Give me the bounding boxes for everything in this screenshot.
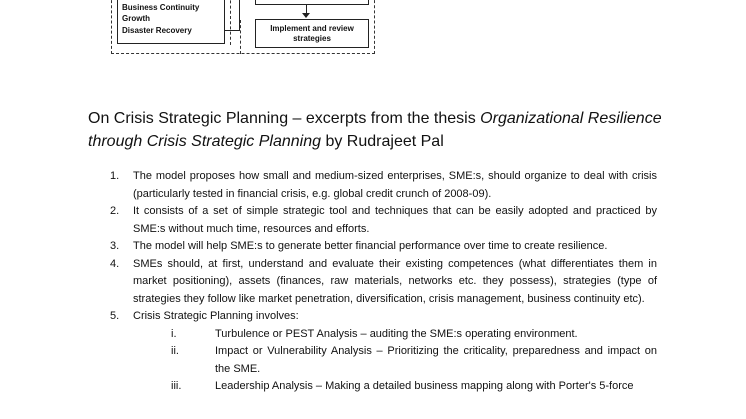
sub-list-text: Impact or Vulnerability Analysis – Prioritizing the criticality, preparedness and impact on the SME. <box>215 345 657 375</box>
strategy-type-label: Business Continuity <box>122 2 200 12</box>
sub-list-text: Leadership Analysis – Making a detailed business mapping along with Porter's 5-force <box>215 380 634 392</box>
list-number: 4. <box>110 257 120 270</box>
list-text: The model will help SME:s to generate better financial performance over time to create resilience. <box>133 240 608 252</box>
sub-list-number: iii. <box>171 380 182 392</box>
sub-list-number: ii. <box>171 345 179 357</box>
strategy-type-label: Disaster Recovery <box>122 25 192 35</box>
list-item <box>0 308 657 326</box>
list-text: Crisis Strategic Planning involves: <box>133 310 299 322</box>
list-item <box>0 238 657 256</box>
numbered-list <box>0 168 746 396</box>
list-number: 3. <box>110 240 120 252</box>
upper-step-box <box>255 0 369 5</box>
implement-review-box <box>255 19 369 48</box>
connector-line-vertical <box>239 0 240 31</box>
dashed-divider-right <box>240 20 241 54</box>
section-heading <box>88 107 688 153</box>
list-number: 2. <box>110 205 120 217</box>
strategy-types-box <box>117 0 225 44</box>
heading-author: by Rudrajeet Pal <box>321 133 444 150</box>
flow-arrow-down-icon <box>302 13 310 18</box>
list-number: 5. <box>110 310 120 322</box>
list-item <box>0 256 657 309</box>
list-item <box>0 203 657 238</box>
list-text: It consists of a set of simple strategic tool and techniques that can be easily adopted and practiced by SME:s without much time, resources and efforts. <box>133 205 657 235</box>
sub-list-item <box>0 378 657 396</box>
list-text: SMEs should, at first, understand and evaluate their existing competences (what differentiates them in market positioning), assets (finances, raw materials, networks etc. they possess), strategies (type of strategies they follow like market penetration, diversification, crisis management, business continuity etc). <box>133 257 657 305</box>
sub-list-item <box>0 343 657 378</box>
connector-line-horizontal <box>224 30 240 31</box>
heading-prefix: On Crisis Strategic Planning – excerpts from the thesis <box>88 110 481 127</box>
sub-list-number: i. <box>171 327 177 340</box>
strategy-diagram-fragment <box>0 0 746 60</box>
thesis-title: Organizational Resilience through Crisis Strategic Planning <box>88 110 662 150</box>
list-number: 1. <box>110 170 120 182</box>
list-item <box>0 168 657 203</box>
implement-review-label: Implement and review strategies <box>270 23 354 43</box>
list-text: The model proposes how small and medium-sized enterprises, SME:s, should organize to deal with crisis (particularly tested in financial crisis, e.g. global credit crunch of 2008-09). <box>133 170 657 200</box>
sub-list-text: Turbulence or PEST Analysis – auditing the SME:s operating environment. <box>215 327 578 340</box>
sub-list-item <box>0 326 657 344</box>
strategy-type-label: Growth <box>122 14 150 23</box>
dashed-divider-left <box>230 0 231 45</box>
